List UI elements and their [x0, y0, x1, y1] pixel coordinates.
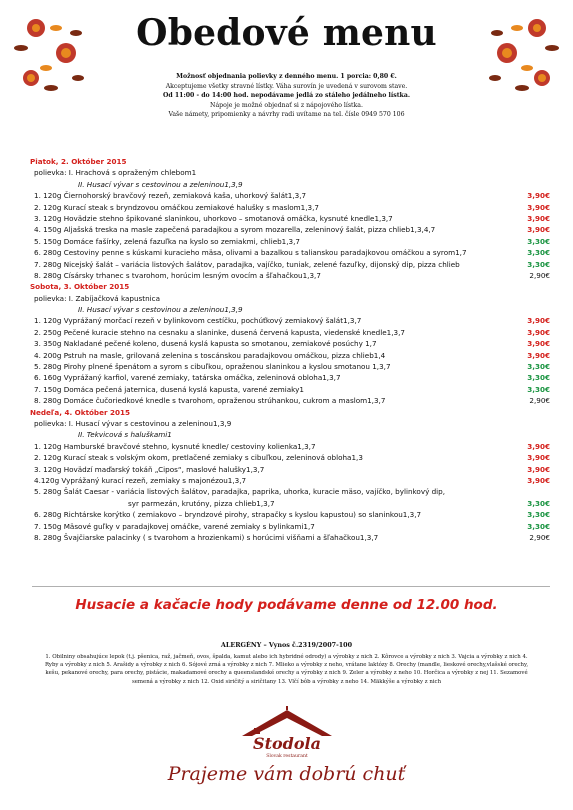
soup-line: [30, 429, 550, 440]
logo-text: Stodola: [253, 734, 321, 753]
menu-item-price: 3,30€: [527, 384, 550, 394]
menu-item-text: polievka: I. Hrachová s opraženým chlebom1: [34, 168, 197, 178]
menu-item: [30, 338, 550, 349]
allergens-title: ALERGÉNY – Vynos č.2319/2007-100: [220, 641, 353, 649]
menu-item: [30, 532, 550, 543]
menu-item-text: 4.120g Vyprážaný kurací rezeň, zemiaky s majonézou1,3,7: [34, 475, 247, 485]
menu-item: [30, 190, 550, 201]
menu-item-text: 2. 120g Kurací steak s bryndzovou omáčkou zemiakové halušky s maslom1,3,7: [34, 202, 319, 212]
menu-item-price: 3,30€: [527, 236, 550, 246]
page-title: Obedové menu: [136, 12, 437, 54]
menu-item-price: 3,30€: [527, 510, 550, 520]
menu-item-text: 1. 120g Čiernohorský bravčový rezeň, zemiaková kaša, uhorkový šalát1,3,7: [34, 191, 307, 201]
menu-item-price: 3,30€: [527, 373, 550, 383]
menu-item-text: 3. 120g Hovädzí maďarský tokáň „Cipos“, maslové halušky1,3,7: [34, 464, 265, 474]
menu-item-text: II. Husací vývar s cestovinou a zeleninou1,3,9: [78, 179, 243, 189]
menu-item-price: 3,90€: [527, 213, 550, 223]
menu-item-text: 6. 280g Richtárske korýtko ( zemiakovo – bryndzové pirohy, strapačky s kyslou kapustou) so slaninkou1,3,7: [34, 510, 422, 520]
menu-item-price: 3,90€: [527, 441, 550, 451]
menu-item-price: 3,30€: [527, 259, 550, 269]
menu-item-price: 3,30€: [527, 362, 550, 372]
menu-item: [30, 464, 550, 475]
menu-item: [30, 350, 550, 361]
menu-item-price: 3,30€: [527, 521, 550, 531]
menu-item-text: 7. 280g Nicejský šalát – variácia listových šalátov, paradajka, vajíčko, tuniak, zelené fazuľky, dijonský dip, pizza chlieb: [34, 259, 460, 269]
menu-item: [30, 452, 550, 463]
menu-item: [30, 441, 550, 452]
soup-line: [30, 418, 550, 429]
menu-item-price: 3,30€: [527, 248, 550, 258]
menu-item: [30, 315, 550, 326]
menu-item-text: II. Tekvicová s haluškami1: [78, 430, 172, 440]
menu-item: [30, 384, 550, 395]
day-heading: Nedeľa, 4. Október 2015: [30, 407, 131, 417]
menu-item-price: 2,90€: [529, 396, 550, 406]
intro-line: Nápoje je možné objednať si z nápojového lístka.: [210, 101, 363, 109]
menu-item-price: 3,90€: [527, 225, 550, 235]
menu-item-text: 5. 280g Šalát Caesar - variácia listových šalátov, paradajka, paprika, uhorka, kuracie mäso, vajíčko, bylinkový dip,: [34, 487, 446, 497]
promo-banner: Husacie a kačacie hody podávame denne od 12.00 hod.: [75, 597, 498, 613]
intro-line: Vaše námety, pripomienky a návrhy radi uvítame na tel. čísle 0949 570 106: [168, 111, 405, 119]
menu-item-price: 2,90€: [529, 270, 550, 280]
soup-line: [30, 293, 550, 304]
menu-item-text: II. Husací vývar s cestovinou a zeleninou1,3,9: [78, 305, 243, 315]
menu-item: [30, 486, 550, 497]
menu-item: [30, 259, 550, 270]
day-heading: Sobota, 3. Október 2015: [30, 282, 130, 292]
menu-item-text: 1. 120g Vyprážaný morčací rezeň v bylinkovom cestíčku, pochúťkový zemiakový šalát1,3,7: [34, 316, 362, 326]
menu-item-text: 8. 280g Švajčiarske palacinky ( s tvarohom a hrozienkami) s horúcimi višňami a šľahačkou1,3,7: [34, 532, 379, 542]
menu-item-price: 3,90€: [527, 339, 550, 349]
menu-item-price: 3,90€: [527, 464, 550, 474]
menu-item-text: 3. 350g Nakladané pečené koleno, dusená kyslá kapusta so smotanou, zemiakové posúchy 1,7: [34, 339, 377, 349]
logo-subtitle: Slovak restaurant: [266, 754, 308, 759]
intro-line: Možnosť objednania polievky z denného menu. 1 porcia: 0,80 €.: [176, 73, 397, 80]
soup-line: [30, 179, 550, 190]
soup-line: [30, 304, 550, 315]
menu-item: [30, 475, 550, 486]
menu-item: [30, 202, 550, 213]
menu-item-text: 1. 120g Hamburské bravčové stehno, kysnuté knedle/ cestoviny kolienka1,3,7: [34, 441, 316, 451]
menu-item-text: polievka: I. Husací vývar s cestovinou a zeleninou1,3,9: [34, 418, 232, 428]
menu-item-text: 2. 120g Kurací steak s volským okom, pretlačené zemiaky s cibuľkou, zeleninová obloha1,3: [34, 453, 363, 463]
menu-item-text: 2. 250g Pečené kuracie stehno na cesnaku a slaninke, dusená červená kapusta, viedenské knedle1,3,7: [34, 327, 405, 337]
intro-line: Od 11:00 - do 14:00 hod. nepodávame jedlá zo stáleho jedálneho lístka.: [162, 92, 411, 100]
closing-wish: Prajeme vám dobrú chuť: [167, 763, 406, 785]
menu-item-price: 3,90€: [527, 350, 550, 360]
intro-line: Akceptujeme všetky stravné lístky. Váha surovín je uvedená v surovom stave.: [165, 82, 408, 90]
divider: [32, 586, 550, 587]
menu-item-price: 3,90€: [527, 475, 550, 485]
day-heading: Piatok, 2. Október 2015: [30, 157, 127, 166]
menu-item: [30, 361, 550, 372]
menu-item-text: 5. 280g Pirohy plnené špenátom a syrom s cibuľkou, opraženou slaninkou a kyslou smotanou 1,3,7: [34, 362, 391, 372]
menu-item: [30, 224, 550, 235]
menu-item-text: polievka: I. Zabíjačková kapustnica: [34, 293, 160, 303]
menu-item: [30, 270, 550, 281]
menu-item-text: 7. 150g Mäsové guľky v paradajkovej omáčke, varené zemiaky s bylinkami1,7: [34, 521, 315, 531]
menu-item: [30, 498, 550, 509]
menu-item-price: 3,30€: [527, 498, 550, 508]
soup-line: [30, 167, 550, 178]
menu-item-price: 3,90€: [527, 453, 550, 463]
menu-item-text: 8. 280g Domáce čučoriedkové knedle s tvarohom, opraženou strúhankou, cukrom a maslom1,3,7: [34, 396, 386, 406]
menu-item-price: 3,90€: [527, 327, 550, 337]
menu-item-text: 4. 150g Aljašská treska na masle zapečená paradajkou a syrom mozarella, zeleninový šalát, pizza chlieb1,3,4,7: [34, 225, 436, 235]
menu-item-text: 6. 280g Cestoviny penne s kúskami kuracieho mäsa, olivami a bazalkou s talianskou paradajkovou omáčkou a syrom1,7: [34, 248, 467, 258]
menu-item-price: 3,90€: [527, 202, 550, 212]
menu-item-text: 6. 160g Vyprážaný karfiol, varené zemiaky, tatárska omáčka, zeleninová obloha1,3,7: [34, 373, 341, 383]
menu-item: [30, 395, 550, 406]
menu-item-text: 3. 120g Hovädzie stehno špikované slaninkou, uhorkovo – smotanová omáčka, kysnuté knedle1,3,7: [34, 213, 393, 223]
menu-item-text: syr parmezán, krutóny, pizza chlieb1,3,7: [128, 498, 275, 508]
menu-item-price: 2,90€: [529, 532, 550, 542]
menu-item: [30, 327, 550, 338]
menu-item-text: 7. 150g Domáca pečená jaternica, dusená kyslá kapusta, varené zemiaky1: [34, 384, 304, 394]
allergens-text: 1. Obilniny obsahujúce lepok (t.j. pšenica, raž, jačmeň, ovos, špalda, kamut alebo ich hybridné odrody) a výrobky z nich 2. Kôrovce a výrobky z nich 3. Vajcia a výrobky z nich 4. Ryby a výrobky z nich 5. Arašidy a výrobky z nich 6. Sójové zrná a výrobky z nich 7. Mlieko a výrobky z neho, vrátane laktózy 8. Orechy (mandle, lieskové orechy,vlašské orechy, kešu, pekanové orechy, para orechy, pistácie, makadamové orechy a queenslandské orechy a výrobky z nich 9. Zeler a výrobky z neho 10. Horčica a výrobky z nej 11. Sezamové semená a výrobky z nich 12. Oxid siričitý a siričitany 13. Vlčí bôb a výrobky z neho 14. Mäkkýše a výrobky z nich: [44, 654, 529, 685]
menu-item: [30, 521, 550, 532]
menu-item: [30, 509, 550, 520]
menu-item: [30, 236, 550, 247]
menu-list: [30, 156, 550, 543]
menu-item: [30, 372, 550, 383]
menu-item: [30, 247, 550, 258]
menu-item-price: 3,90€: [527, 191, 550, 201]
menu-item-text: 8. 280g Císársky trhanec s tvarohom, horúcim lesným ovocím a šľahačkou1,3,7: [34, 270, 321, 280]
menu-item: [30, 213, 550, 224]
menu-item-text: 5. 150g Domáce fašírky, zelená fazuľka na kyslo so zemiakmi, chlieb1,3,7: [34, 236, 300, 246]
menu-item-text: 4. 200g Pstruh na masle, grilovaná zelenina s toscánskou paradajkovou omáčkou, pizza chlieb1,4: [34, 350, 386, 360]
intro-notes: [110, 72, 463, 120]
menu-item-price: 3,90€: [527, 316, 550, 326]
